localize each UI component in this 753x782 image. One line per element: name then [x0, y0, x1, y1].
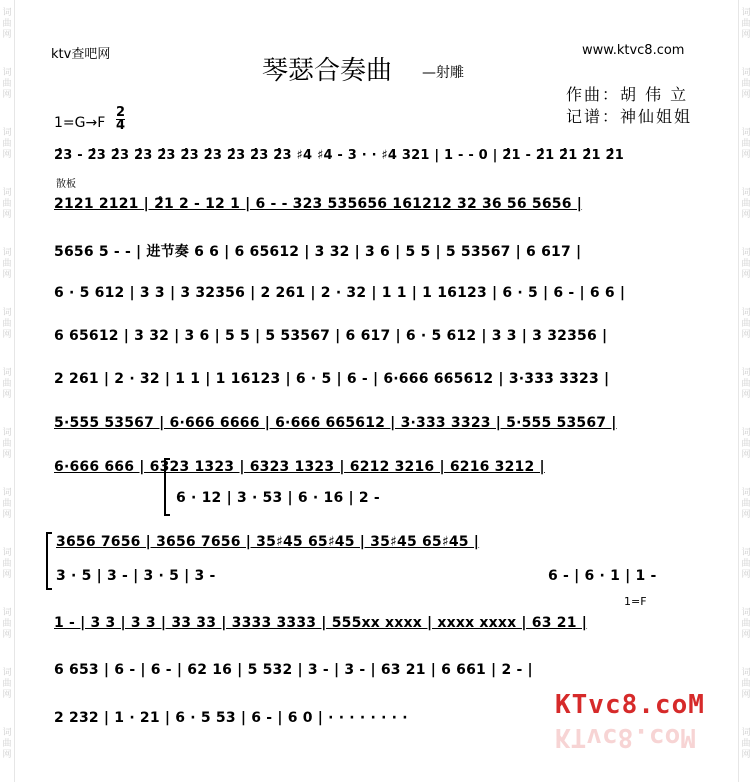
side-watermark: 词曲网 [2, 368, 12, 400]
key-signature: 1=G→F [54, 115, 106, 131]
side-watermark: 词曲网 [2, 308, 12, 340]
score-line: 2 261 | 2 · 32 | 1 1 | 1 16123 | 6 · 5 | 6 - | 6·666 665612 | 3·333 3323 | [54, 371, 610, 387]
score-line: 2121 2121 | 2̂1 2 - 12 1 | 6 - - 323 535656 161212 32 36 56 5656 | [54, 196, 583, 212]
side-watermark: 词曲网 [2, 428, 12, 460]
side-watermark: 词曲网 [741, 548, 751, 580]
lower-voice-line: 6 · 12 | 3 · 53 | 6 · 16 | 2 - [176, 490, 380, 506]
score-line: 6 · 5 612 | 3 3 | 3 32356 | 2 261 | 2 · 32 | 1 1 | 1 16123 | 6 · 5 | 6 - | 6 6 | [54, 285, 626, 301]
score-line: 5·555 53567 | 6·666 6666 | 6·666 665612 | 3·333 3323 | 5·555 53567 | [54, 415, 617, 431]
side-watermark: 词曲网 [2, 608, 12, 640]
side-watermark: 词曲网 [2, 68, 12, 100]
side-watermark: 词曲网 [741, 728, 751, 760]
transcriber-credit: 记谱：神仙姐姐 [566, 107, 693, 126]
score-line: 6 653 | 6 - | 6 - | 62 16 | 5 532 | 3 - | 3 - | 63 21 | 6 661 | 2 - | [54, 662, 533, 678]
site-logo: KTvc8.coM [555, 690, 705, 720]
site-name-left: ktv查吧网 [51, 47, 111, 62]
time-signature [116, 107, 125, 132]
score-line: 2 232 | 1 · 21 | 6 · 5 53 | 6 - | 6 0 | · · · · · · · · [54, 710, 408, 726]
key-change: 1=F [624, 595, 647, 608]
side-watermark: 词曲网 [741, 488, 751, 520]
side-watermark: 词曲网 [741, 668, 751, 700]
site-url-right: www.ktvc8.com [582, 43, 685, 58]
side-watermark: 词曲网 [741, 8, 751, 40]
side-watermark: 词曲网 [2, 548, 12, 580]
system-bracket [46, 532, 52, 590]
time-signature-bottom: 4 [116, 118, 126, 133]
score-line-tail: 6 - | 6 · 1 | 1 - [548, 568, 657, 584]
page-subtitle: —射雕 [422, 65, 464, 81]
score-line: 1 - | 3 3 | 3 3 | 33 33 | 3333 3333 | 555xx xxxx | xxxx xxxx | 63 21 | [54, 615, 588, 631]
side-watermark: 词曲网 [2, 488, 12, 520]
side-watermark: 词曲网 [741, 428, 751, 460]
score-line: 2̂3 - 2̂3 2̂3 2̂3 2̂3 2̂3 2̂3 2̂3 2̂3 2̂3 ♯4 ♯4 - 3 · · ♯4 321 | 1 - - 0 | 2̂1 - 2̂1 2̂1 2̂1 2̂1 [54, 148, 624, 163]
side-watermark: 词曲网 [741, 128, 751, 160]
page-title: 琴瑟合奏曲 [262, 56, 393, 86]
composer-credit: 作曲：胡 伟 立 [566, 85, 689, 104]
side-watermark: 词曲网 [2, 728, 12, 760]
side-watermark: 词曲网 [741, 248, 751, 280]
side-watermark: 词曲网 [2, 188, 12, 220]
side-watermark: 词曲网 [2, 128, 12, 160]
side-watermark: 词曲网 [2, 248, 12, 280]
side-watermark: 词曲网 [2, 668, 12, 700]
score-line: 6·666 666 | 6323 1323 | 6323 1323 | 6212 3216 | 6216 3212 | [54, 459, 545, 475]
side-watermark: 词曲网 [741, 68, 751, 100]
time-signature-top: 2 [116, 105, 126, 120]
score-line: 3656 7656 | 3656 7656 | 35♯45 65♯45 | 35♯45 65♯45 | [56, 534, 480, 550]
site-logo-reflection: KTvc8.coM [555, 722, 696, 752]
tempo-marking: 散板 [56, 179, 76, 190]
score-line: 5656 5 - - | 进节奏 6 6 | 6 65612 | 3 32 | 3 6 | 5 5 | 5 53567 | 6 617 | [54, 244, 582, 260]
lower-voice-line: 3 · 5 | 3 - | 3 · 5 | 3 - [56, 568, 216, 584]
side-watermark: 词曲网 [741, 608, 751, 640]
side-watermark: 词曲网 [741, 188, 751, 220]
side-watermark: 词曲网 [2, 8, 12, 40]
score-line: 6 65612 | 3 32 | 3 6 | 5 5 | 5 53567 | 6 617 | 6 · 5 612 | 3 3 | 3 32356 | [54, 328, 608, 344]
side-watermark: 词曲网 [741, 308, 751, 340]
side-watermark: 词曲网 [741, 368, 751, 400]
